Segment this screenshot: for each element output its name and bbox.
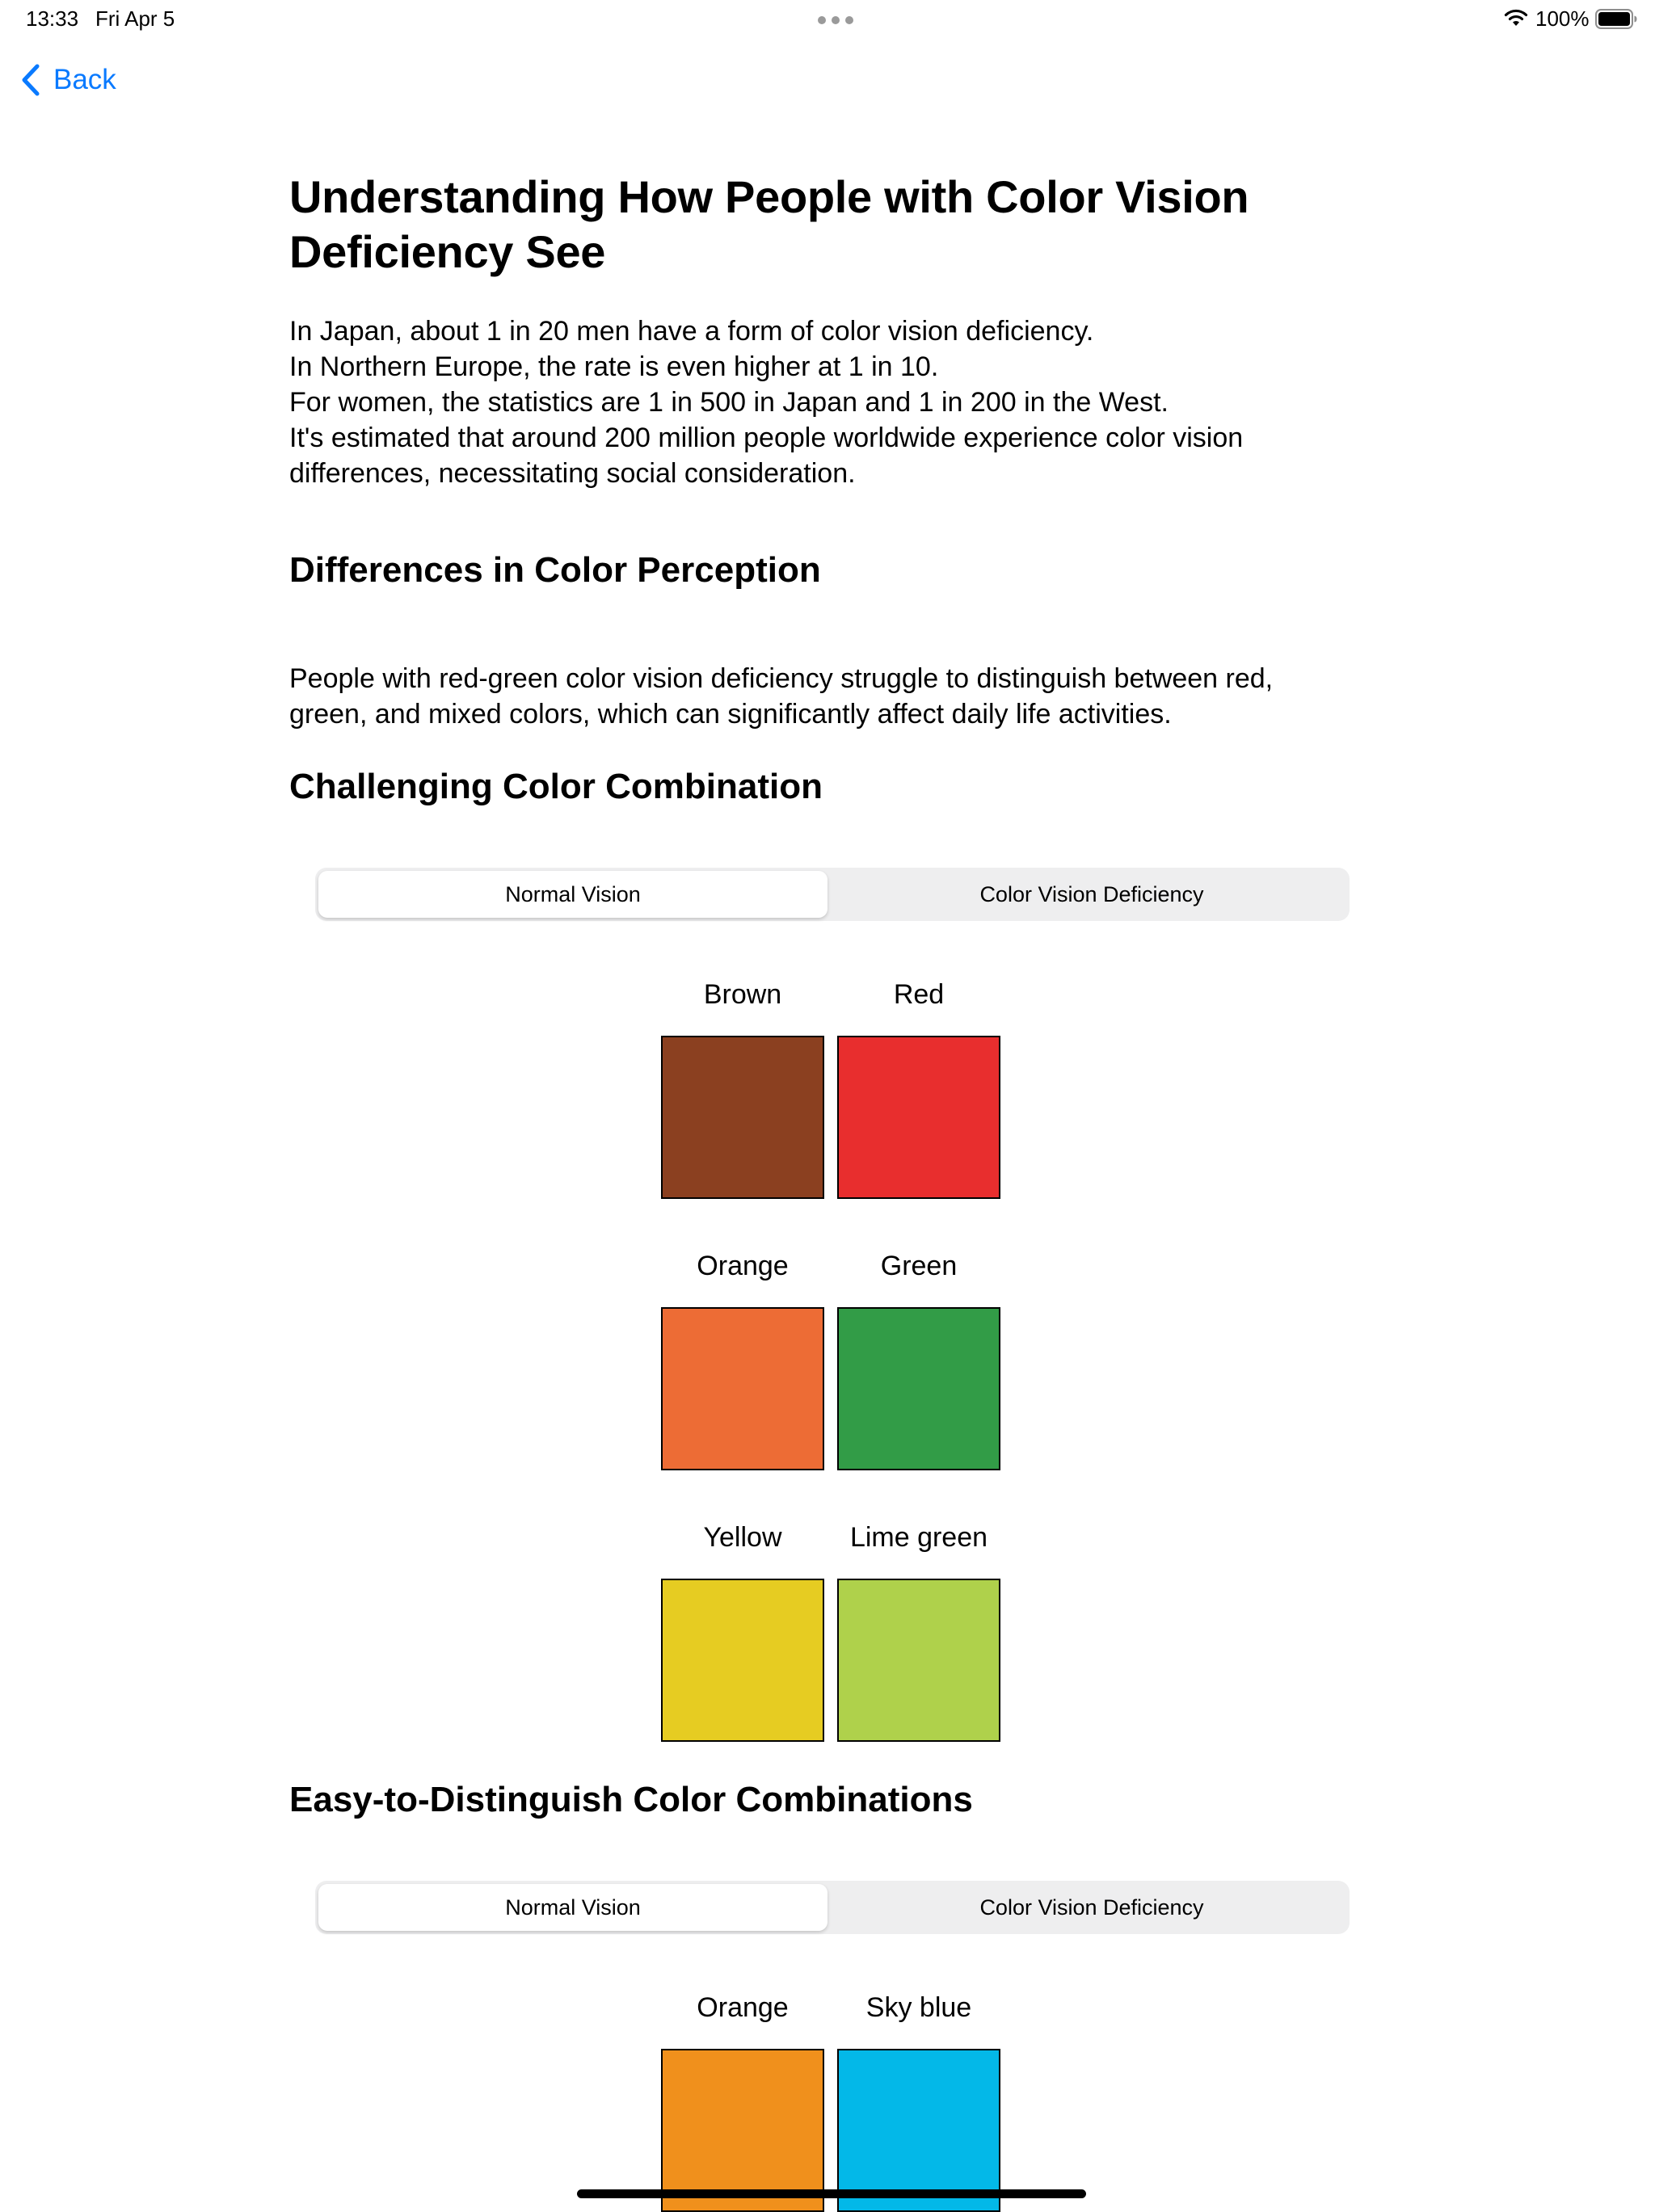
segment-color-vision-deficiency[interactable]: Color Vision Deficiency [979, 881, 1204, 906]
color-swatch [837, 1579, 1000, 1742]
page-title-line: Understanding How People with Color Vision [289, 171, 1249, 222]
color-swatch-item [837, 1989, 1000, 2212]
status-time: 13:33 [26, 6, 79, 31]
perception-line: green, and mixed colors, which can significantly affect daily life activities. [289, 699, 1172, 730]
battery-icon [1595, 9, 1637, 29]
color-pair [289, 1247, 1372, 1470]
color-swatch-item [837, 1519, 1000, 1742]
intro-line: It's estimated that around 200 million people worldwide experience color vision [289, 423, 1244, 453]
easy-color-pairs [289, 1989, 1372, 2212]
color-swatch-item [661, 976, 824, 1199]
color-swatch [837, 1307, 1000, 1470]
color-pair [289, 1989, 1372, 2212]
color-swatch-item [837, 976, 1000, 1199]
intro-line: In Northern Europe, the rate is even higher at 1 in 10. [289, 351, 939, 382]
segment-normal-vision[interactable]: Normal Vision [318, 1884, 828, 1931]
back-label: Back [53, 64, 116, 95]
color-swatch-item [661, 1247, 824, 1470]
swatch-label: Lime green [849, 1522, 988, 1553]
color-swatch [661, 2049, 824, 2212]
vision-segmented-control [315, 1881, 1350, 1934]
back-button[interactable] [19, 60, 116, 100]
color-swatch-item [661, 1989, 824, 2212]
intro-line: For women, the statistics are 1 in 500 in Japan and 1 in 200 in the West. [289, 387, 1169, 418]
page-title [289, 170, 1372, 280]
vision-segmented-control [315, 868, 1350, 921]
color-swatch [661, 1036, 824, 1199]
intro-line: In Japan, about 1 in 20 men have a form of color vision deficiency. [289, 316, 1094, 347]
swatch-label: Orange [697, 1251, 789, 1281]
color-swatch [837, 2049, 1000, 2212]
status-date: Fri Apr 5 [95, 6, 175, 31]
chevron-left-icon [19, 63, 42, 97]
perception-heading: Differences in Color Perception [289, 550, 821, 590]
article-content [289, 170, 1372, 2212]
status-bar [0, 0, 1655, 39]
intro-paragraph [289, 313, 1372, 491]
swatch-label: Sky blue [865, 1992, 972, 2023]
challenging-heading: Challenging Color Combination [289, 767, 823, 806]
color-swatch [661, 1307, 824, 1470]
color-swatch-item [837, 1247, 1000, 1470]
page-title-line: Deficiency See [289, 226, 606, 277]
swatch-label: Orange [697, 1992, 789, 2023]
intro-line: differences, necessitating social consideration. [289, 458, 856, 489]
color-swatch [837, 1036, 1000, 1199]
challenging-color-pairs [289, 976, 1372, 1742]
easy-heading: Easy-to-Distinguish Color Combinations [289, 1780, 973, 1819]
swatch-label: Red [893, 979, 945, 1010]
segment-normal-vision[interactable]: Normal Vision [318, 871, 828, 918]
wifi-icon [1503, 8, 1529, 27]
swatch-label: Green [880, 1251, 958, 1281]
battery-percentage: 100% [1535, 6, 1590, 31]
color-pair [289, 976, 1372, 1199]
swatch-label: Brown [703, 979, 782, 1010]
color-pair [289, 1519, 1372, 1742]
color-swatch-item [661, 1519, 824, 1742]
multitasking-dots-icon[interactable] [818, 16, 853, 24]
segment-color-vision-deficiency[interactable]: Color Vision Deficiency [979, 1894, 1204, 1920]
perception-line: People with red-green color vision deficiency struggle to distinguish between red, [289, 663, 1274, 694]
swatch-label: Yellow [703, 1522, 782, 1553]
perception-paragraph [289, 661, 1372, 732]
home-indicator[interactable] [577, 2189, 1086, 2198]
color-swatch [661, 1579, 824, 1742]
